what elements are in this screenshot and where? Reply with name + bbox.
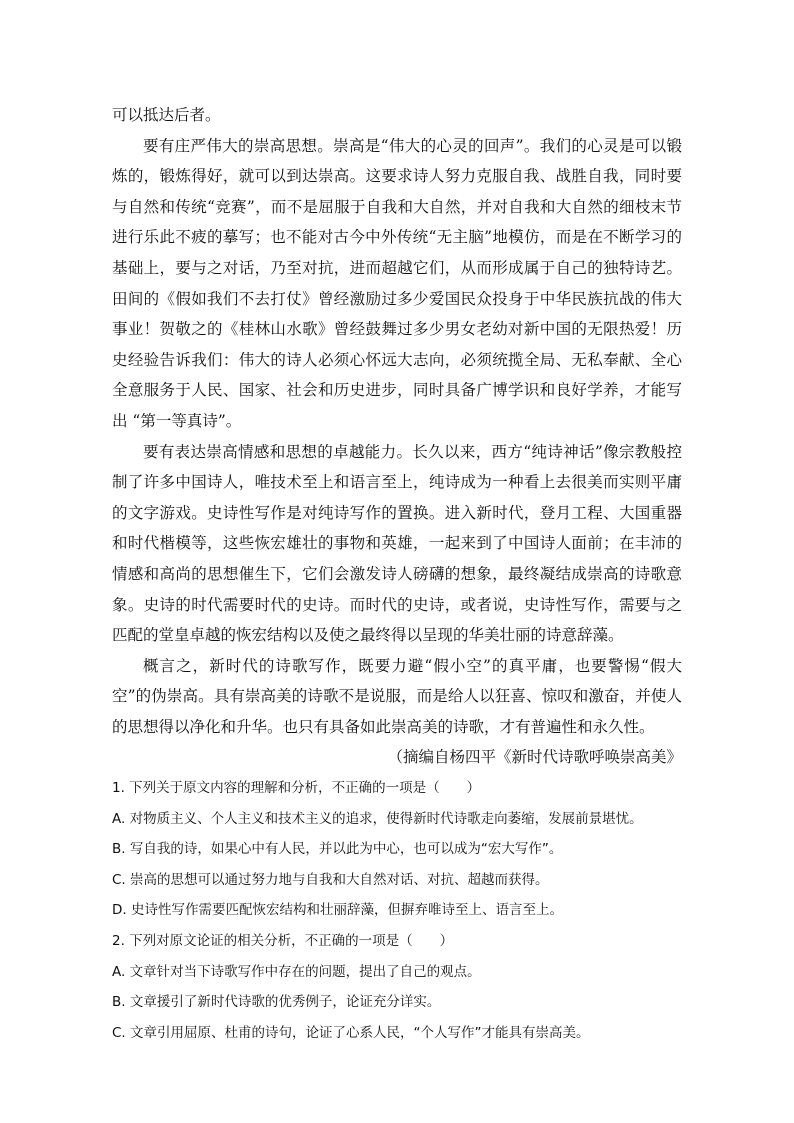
- paragraph-continuation: 可以抵达后者。: [112, 106, 221, 124]
- question-2-option-b: B. 文章援引了新时代诗歌的优秀例子，论证充分详实。: [112, 994, 441, 1011]
- question-1-stem: 1. 下列关于原文内容的理解和分析，不正确的一项是（ ）: [112, 780, 481, 797]
- paragraph-lofty-thought: 要有庄严伟大的崇高思想。崇高是“伟大的心灵的回声”。我们的心灵是可以锻炼的，锻炼得好，就可以到达崇高。这要求诗人努力克服自我、战胜自我，同时要与自然和传统“竞赛”，而不是屈服于自我和大自然，并对自我和大自然的细枝末节进行乐此不疲的摹写；也不能对古今中外传统“无主脑”地模仿，而是在不断学习的基础上，要与之对话，乃至对抗，进而超越它们，从而形成属于自己的独特诗艺。田间的《假如我们不去打仗》曾经激励过多少爱国民众投身于中华民族抗战的伟大事业！贺敬之的《桂林山水歌》曾经鼓舞过多少男女老幼对新中国的无限热爱！历史经验告诉我们：伟大的诗人必须心怀远大志向，必须统揽全局、无私奉献、全心全意服务于人民、国家、社会和历史进步，同时具备广博学识和良好学养，才能写出 “第一等真诗”。: [112, 136, 682, 430]
- question-2-option-a: A. 文章针对当下诗歌写作中存在的问题，提出了自己的观点。: [112, 963, 481, 980]
- question-2-option-c: C. 文章引用屈原、杜甫的诗句，论证了心系人民，“个人写作”才能具有崇高美。: [112, 1024, 590, 1041]
- question-1-option-c: C. 崇高的思想可以通过努力地与自我和大自然对话、对抗、超越而获得。: [112, 871, 549, 888]
- article-source: （摘编自杨四平《新时代诗歌呼唤崇高美》: [387, 748, 682, 767]
- paragraph-summary: 概言之，新时代的诗歌写作，既要力避“假小空”的真平庸，也要警惕“假大空”的伪崇高。具有崇高美的诗歌不是说服，而是给人以狂喜、惊叹和激奋，并使人的思想得以净化和升华。也只有具备如此崇高美的诗歌，才有普遍性和永久性。: [112, 656, 682, 736]
- question-1-option-a: A. 对物质主义、个人主义和技术主义的追求，使得新时代诗歌走向萎缩，发展前景堪忧。: [112, 810, 643, 827]
- paragraph-expression-ability: 要有表达崇高情感和思想的卓越能力。长久以来，西方“纯诗神话”像宗教般控制了许多中国诗人，唯技术至上和语言至上，纯诗成为一种看上去很美而实则平庸的文字游戏。史诗性写作是对纯诗写作的置换。进入新时代，登月工程、大国重器和时代楷模等，这些恢宏雄壮的事物和英雄，一起来到了中国诗人面前；在丰沛的情感和高尚的思想催生下，它们会激发诗人磅礴的想象，最终凝结成崇高的诗歌意象。史诗的时代需要时代的史诗。而时代的史诗，或者说，史诗性写作，需要与之匹配的堂皇卓越的恢宏结构以及使之最终得以呈现的华美壮丽的诗意辞藻。: [112, 442, 682, 645]
- question-list: [112, 773, 682, 1048]
- question-1-option-d: D. 史诗性写作需要匹配恢宏结构和壮丽辞藻，但摒弃唯诗至上、语言至上。: [112, 902, 563, 919]
- question-1-option-b: B. 写自我的诗，如果心中有人民，并以此为中心，也可以成为“宏大写作”。: [112, 841, 563, 858]
- question-2-stem: 2. 下列对原文论证的相关分析，不正确的一项是（ ）: [112, 933, 454, 950]
- article-body: [112, 100, 682, 1048]
